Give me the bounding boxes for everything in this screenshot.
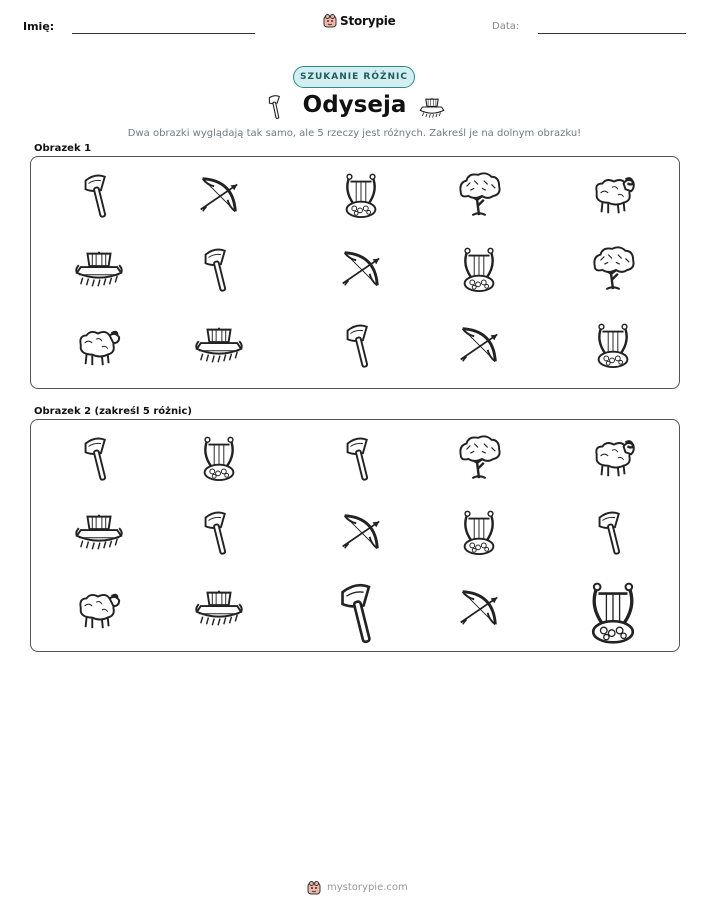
- brand: [323, 13, 396, 28]
- ship-icon: [418, 93, 446, 121]
- axe-icon[interactable]: [195, 508, 243, 556]
- lyre-icon: [589, 321, 637, 369]
- lyre-icon: [337, 171, 385, 219]
- axe-icon[interactable]: [75, 434, 123, 482]
- axe-icon[interactable]: [328, 579, 394, 645]
- date-field[interactable]: [538, 33, 686, 34]
- bow-icon: [195, 171, 243, 219]
- ship-icon: [75, 245, 123, 293]
- picture-1-panel: [30, 156, 680, 389]
- lyre-icon[interactable]: [195, 434, 243, 482]
- picture-2-panel[interactable]: [30, 419, 680, 652]
- picture-2-label: Obrazek 2 (zakreśl 5 różnic): [34, 406, 192, 417]
- instructions: Dwa obrazki wyglądają tak samo, ale 5 rzeczy jest różnych. Zakreśl je na dolnym obrazku!: [127, 128, 582, 139]
- ram-icon: [589, 171, 637, 219]
- ram-icon[interactable]: [589, 434, 637, 482]
- picture-1-label: Obrazek 1: [34, 143, 92, 154]
- badge-text: SZUKANIE RÓŻNIC: [299, 72, 408, 82]
- name-label: Imię:: [23, 20, 55, 33]
- bow-icon: [455, 321, 503, 369]
- ship-icon: [195, 321, 243, 369]
- tree-icon: [455, 171, 503, 219]
- axe-icon[interactable]: [589, 508, 637, 556]
- sheep-icon: [75, 321, 123, 369]
- ship-icon[interactable]: [195, 584, 243, 632]
- tree-icon[interactable]: [455, 434, 503, 482]
- footer: [307, 880, 408, 895]
- worksheet-type-badge: [293, 66, 415, 88]
- bow-icon: [337, 245, 385, 293]
- ship-icon[interactable]: [75, 508, 123, 556]
- page-title: Odyseja: [302, 92, 407, 118]
- tree-icon: [589, 245, 637, 293]
- lyre-icon: [455, 245, 503, 293]
- lyre-icon[interactable]: [580, 579, 646, 645]
- name-field[interactable]: [72, 33, 255, 34]
- storypie-logo-icon: [307, 880, 321, 895]
- bow-icon[interactable]: [455, 584, 503, 632]
- axe-icon: [75, 171, 123, 219]
- sheep-icon[interactable]: [75, 584, 123, 632]
- axe-icon: [337, 321, 385, 369]
- lyre-icon[interactable]: [455, 508, 503, 556]
- axe-icon: [195, 245, 243, 293]
- axe-icon[interactable]: [337, 434, 385, 482]
- date-label: Data:: [492, 21, 520, 32]
- footer-site: mystorypie.com: [327, 882, 408, 893]
- storypie-logo-icon: [323, 13, 337, 28]
- brand-name: Storypie: [340, 13, 396, 28]
- bow-icon[interactable]: [337, 508, 385, 556]
